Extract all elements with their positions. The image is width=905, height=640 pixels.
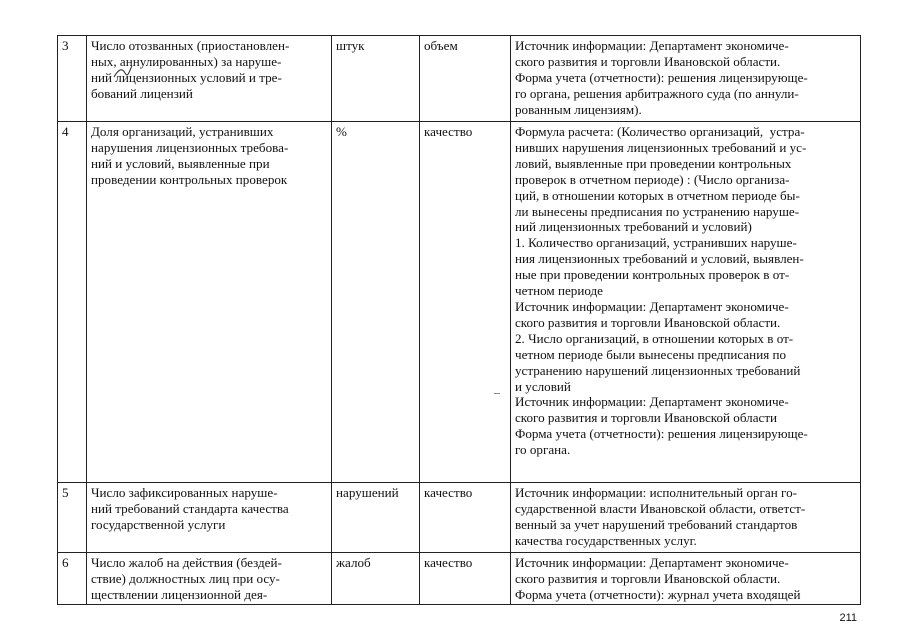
handwritten-mark-icon — [112, 64, 134, 80]
indicator-type: качество — [420, 553, 511, 605]
margin-mark — [494, 393, 500, 394]
row-number: 4 — [58, 122, 87, 483]
table-row — [58, 553, 861, 605]
table-row — [58, 122, 861, 483]
information-source: Источник информации: исполнительный орган го- сударственной власти Ивановской области, ответст- венный за учет нарушений требований стандартов качества государственных услуг. — [511, 483, 861, 553]
unit-of-measure: штук — [332, 36, 420, 122]
indicator-type: качество — [420, 483, 511, 553]
row-number: 5 — [58, 483, 87, 553]
indicator-name: Число зафиксированных наруше- ний требований стандарта качества государственной услуги — [87, 483, 332, 553]
information-source: Формула расчета: (Количество организаций, устра- нивших нарушения лицензионных требований и ус- ловий, выявленные при проведении контрольных проверок в отчетном периоде) : (Число организа- ций, в отношении которых в отчетном периоде бы- ли вынесены предписания по устранению наруше- ний лицензионных требований и условий) 1. Количество организаций, устранивших наруше- ния лицензионных требований и условий, выявлен- ные при проведении контрольных проверок в от- четном периоде Источник информации: Департамент экономиче- ского развития и торговли Ивановской области. 2. Число организаций, в отношении которых в от- четном периоде были вынесены предписания по устранению нарушений лицензионных требований и условий Источник информации: Департамент экономиче- ского развития и торговли Ивановской области Форма учета (отчетности): решения лицензирующе- го органа. — [511, 122, 861, 483]
unit-of-measure: жалоб — [332, 553, 420, 605]
indicator-name: Доля организаций, устранивших нарушения лицензионных требова- ний и условий, выявленные при проведении контрольных проверок — [87, 122, 332, 483]
information-source: Источник информации: Департамент экономиче- ского развития и торговли Ивановской области. Форма учета (отчетности): журнал учета входящей — [511, 553, 861, 605]
indicator-name: Число жалоб на действия (бездей- ствие) должностных лиц при осу- ществлении лицензионной дея- — [87, 553, 332, 605]
page-number: 211 — [839, 612, 857, 624]
table-row — [58, 36, 861, 122]
information-source: Источник информации: Департамент экономиче- ского развития и торговли Ивановской области. Форма учета (отчетности): решения лицензирующе- го органа, решения арбитражного суда (по аннули- рованным лицензиям). — [511, 36, 861, 122]
indicator-name: Число отозванных (приостановлен- ных, аннулированных) за наруше- ний лицензионных условий и тре- бований лицензий — [87, 36, 332, 122]
table-row — [58, 483, 861, 553]
row-number: 3 — [58, 36, 87, 122]
indicator-table — [57, 35, 861, 605]
unit-of-measure: % — [332, 122, 420, 483]
unit-of-measure: нарушений — [332, 483, 420, 553]
row-number: 6 — [58, 553, 87, 605]
indicator-type: качество — [420, 122, 511, 483]
indicator-type: объем — [420, 36, 511, 122]
